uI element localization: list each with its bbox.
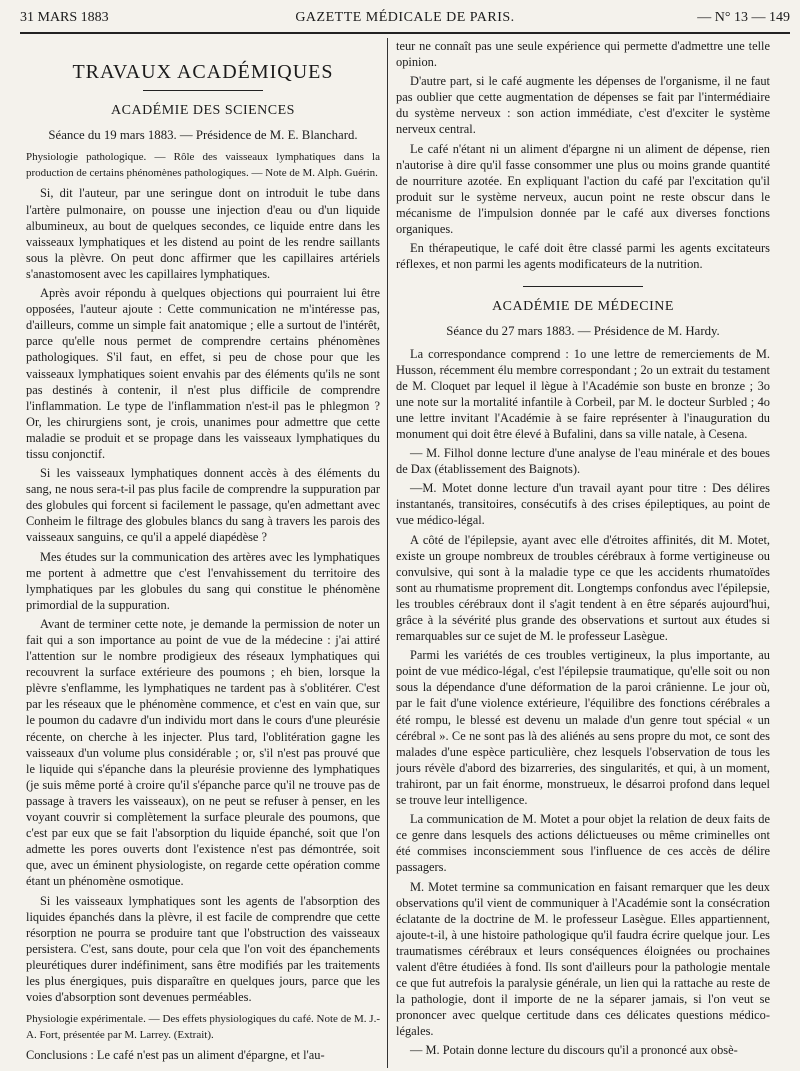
section-divider xyxy=(143,90,263,91)
right-column xyxy=(396,38,770,1068)
section-divider xyxy=(523,286,643,287)
paragraph: D'autre part, si le café augmente les dépenses de l'organisme, il ne faut pas oublier que cette augmentation de dépenses se fait par l'intermédiaire du système nerveux : son action immédiate, c'est d'exciter le système nerveux central. xyxy=(396,74,770,137)
seance-line: Séance du 27 mars 1883. — Présidence de M. Hardy. xyxy=(446,324,720,339)
article-heading: Physiologie pathologique. — Rôle des vaisseaux lymphatiques dans la production de certains phénomènes pathologiques. — Note de M. Alph. Guérin. xyxy=(26,151,380,180)
paragraph: Le café n'étant ni un aliment d'épargne ni un aliment de dépense, rien n'autorise à dire qu'il fasse consommer une plus ou moins grande quantité de nourriture azotée. En expliquant l'action du café par l'excitation qu'il produit sur le système nerveux, aucun point ne reste obscur dans le mécanisme de l'impulsion donnée par le café aux diverses fonctions organiques. xyxy=(396,141,770,237)
article-heading: Physiologie expérimentale. — Des effets physiologiques du café. Note de M. J.-A. Fort, présentée par M. Larrey. (Extrait). xyxy=(26,1013,380,1042)
academy-sciences-title: ACADÉMIE DES SCIENCES xyxy=(111,103,295,119)
paragraph: — M. Filhol donne lecture d'une analyse de l'eau minérale et des boues de Dax (établissement des Baignots). xyxy=(396,446,770,477)
seance-line: Séance du 19 mars 1883. — Présidence de M. E. Blanchard. xyxy=(48,128,358,143)
header-rule xyxy=(20,32,790,34)
paragraph: Après avoir répondu à quelques objections qui pourraient lui être opposées, l'auteur ajoute : Cette communication ne m'intéresse pas, d'ailleurs, comme un simple fait anatomique ; elle a surtout de l'intérêt, parce qu'elle nous permet de comprendre certains phénomènes pathologiques. S'il faut, en effet, si peu de chose pour que les vaisseaux lymphatiques soient envahis par des éléments qu'ils ne sont pas destinés à contenir, il n'est plus difficile de comprendre l'inflammation. Le type de l'inflammation n'est-il pas le phlegmon ? Or, les chirurgiens sont, je crois, unanimes pour admettre que cette maladie se produit et se propage dans les vaisseaux lymphatiques du tissu conjonctif. xyxy=(26,286,380,461)
left-column xyxy=(26,38,380,1068)
academy-medicine-title: ACADÉMIE DE MÉDECINE xyxy=(492,299,674,315)
paragraph: La correspondance comprend : 1o une lettre de remerciements de M. Husson, récemment élu membre correspondant ; 2o un extrait du testament de M. Cloquet par lequel il lègue à l'Académie son buste en bronze ; 3o une note sur la mortalité infantile à Corbeil, par M. le docteur Surbled ; 4o une lettre invitant l'Académie à se faire représenter à l'inauguration du monument qui doit être élevé à Bufalini, dans sa ville natale, à Cesena. xyxy=(396,346,770,441)
paragraph: Conclusions : Le café n'est pas un aliment d'épargne, et l'au- xyxy=(26,1048,325,1063)
issue-number: — N° 13 — 149 xyxy=(697,10,790,25)
paragraph: —M. Motet donne lecture d'un travail ayant pour titre : Des délires instantanés, transitoires, consécutifs à des crises épileptiques, au point de vue médico-légal. xyxy=(396,481,770,528)
paragraph: Si les vaisseaux lymphatiques sont les agents de l'absorption des liquides épanchés dans la plèvre, il est facile de comprendre que cette résorption ne pourra se produire tant que l'obstruction des vaisseaux persistera. C'est, sans doute, pour cela que l'on voit des épanchements pleurétiques durer indéfiniment, sans être modifiés par les traitements les plus énergiques, puis disparaître en quelques jours, parce que les voies d'absorption sont devenues perméables. xyxy=(26,893,380,1005)
paragraph: Si les vaisseaux lymphatiques donnent accès à des éléments du sang, ne nous sera-t-il pas plus facile de comprendre la suppuration par des globules qui forcent si facilement le passage, qu'en admettant avec Conheim le filtrage des globules blancs du sang à travers les parois des vaisseaux sanguins, ce qu'il a appelé diapédèse ? xyxy=(26,466,380,545)
paragraph: Mes études sur la communication des artères avec les lymphatiques me portent à admettre que c'est l'envahissement du territoire des lymphatiques par les globules du sang qui constitue le phénomène primordial de la suppuration. xyxy=(26,549,380,612)
paragraph: M. Motet termine sa communication en faisant remarquer que les deux observations qu'il vient de communiquer à l'Académie sont la consécration éclatante de la doctrine de M. le professeur Lasègue. Elles appartiennent, ajoute-t-il, à une histoire pathologique qu'il faudra écrire quelque jour. Les traumatismes cérébraux et leurs conséquences éloignées ou prochaines valent d'être étudiées à fond. Ils sont d'ailleurs pour la pathologie mentale ce que fut autrefois la paralysie générale, un lien qui la rattache au reste de la pathologie, dont il importe de ne la séparer jamais, si l'on veut se prononcer avec quelque certitude dans ces délicates questions médico-légales. xyxy=(396,879,770,1039)
paragraph: La communication de M. Motet a pour objet la relation de deux faits de ce genre dans lesquels des actions délictueuses ou même criminelles ont été commises inconsciemment sous l'influence de ces accès de délire passagers. xyxy=(396,812,770,875)
column-divider xyxy=(387,38,388,1068)
paragraph: — M. Potain donne lecture du discours qu'il a prononcé aux obsè- xyxy=(410,1043,738,1058)
paragraph: Si, dit l'auteur, par une seringue dont on introduit le tube dans l'artère pulmonaire, on pousse une injection d'eau ou d'un liquide albumineux, au bout de quelques secondes, ce liquide entre dans les vaisseaux lymphatiques et les distend au point de les rendre saillants sous la plèvre. On peut donc affirmer que les capillaires artériels s'anastomosent avec les capillaires lymphatiques. xyxy=(26,186,380,281)
paragraph: teur ne connaît pas une seule expérience qui permette d'admettre une telle opinion. xyxy=(396,39,770,70)
journal-title: GAZETTE MÉDICALE DE PARIS. xyxy=(295,10,515,25)
issue-date: 31 MARS 1883 xyxy=(20,10,109,25)
paragraph: Parmi les variétés de ces troubles vertigineux, la plus importante, au point de vue médico-légal, c'est l'épilepsie traumatique, qu'elle soit ou non sous la dépendance d'une déformation de la paroi crânienne. Le jour où, par le fait d'une violence extérieure, l'équilibre des fonctions cérébrales a été rompu, le blessé est devenu un malade d'un genre tout spécial « un cérébral ». Ce ne sont pas là des aliénés au sens propre du mot, ce sont des malades d'une espèce particulière, chez lesquels l'observation de tous les jours révèle d'abord des bizarreries, des singularités, et qui, à un moment, trahiront, par un fait énorme, monstrueux, le désarroi profond dans lequel se trouve leur intelligence. xyxy=(396,648,770,808)
paragraph: En thérapeutique, le café doit être classé parmi les agents excitateurs réflexes, et non parmi les agents modificateurs de la nutrition. xyxy=(396,241,770,272)
paragraph: Avant de terminer cette note, je demande la permission de noter un fait qui a son importance au point de vue de la médecine : j'ai attiré l'attention sur le nombre prodigieux des réseaux lymphatiques qui recouvrent la surface extérieure des poumons ; eh bien, lorsque la plèvre s'enflamme, les lymphatiques ne tardent pas à s'oblitérer. C'est par les réseaux que le phénomène commence, et c'est en vain que, sur le poumon du cadavre d'un individu mort dans le cours d'une pleurésie récente, on cherche à les injecter. Plus tard, l'oblitération gagne les vaisseaux d'un volume plus considérable ; or, s'il n'est pas prouvé que le liquide qui s'épanche dans la pleurésie provienne des lymphatiques (je suis même porté à croire qu'il s'épanche parce qu'il ne trouve pas de passage à travers les vaisseaux), on ne peut se refuser à penser, en les voyant couvrir si complètement la surface pleurale des poumons, que c'est par eux que se fait l'absorption du liquide épanché, soit que l'on admette les pores ouverts dont l'existence n'est pas démontrée, soit que, avec un éminent physiologiste, on regarde cette opération comme étant un phénomène osmotique. xyxy=(26,616,380,889)
section-title: TRAVAUX ACADÉMIQUES xyxy=(72,61,334,83)
paragraph: A côté de l'épilepsie, ayant avec elle d'étroites affinités, dit M. Motet, existe un groupe nombreux de troubles cérébraux à forme vertigineuse ou convulsive, qui sont à la maladie type ce que les accidents rhumatoïdes sont au rhumatisme proprement dit. Longtemps confondus avec l'épilepsie, les troubles cérébraux dont il s'agit tendent à en être séparés aujourd'hui, grâce à la sévérité plus grande des observations et surtout aux études si remarquables sur ce sujet de M. le professeur Lasègue. xyxy=(396,532,770,644)
